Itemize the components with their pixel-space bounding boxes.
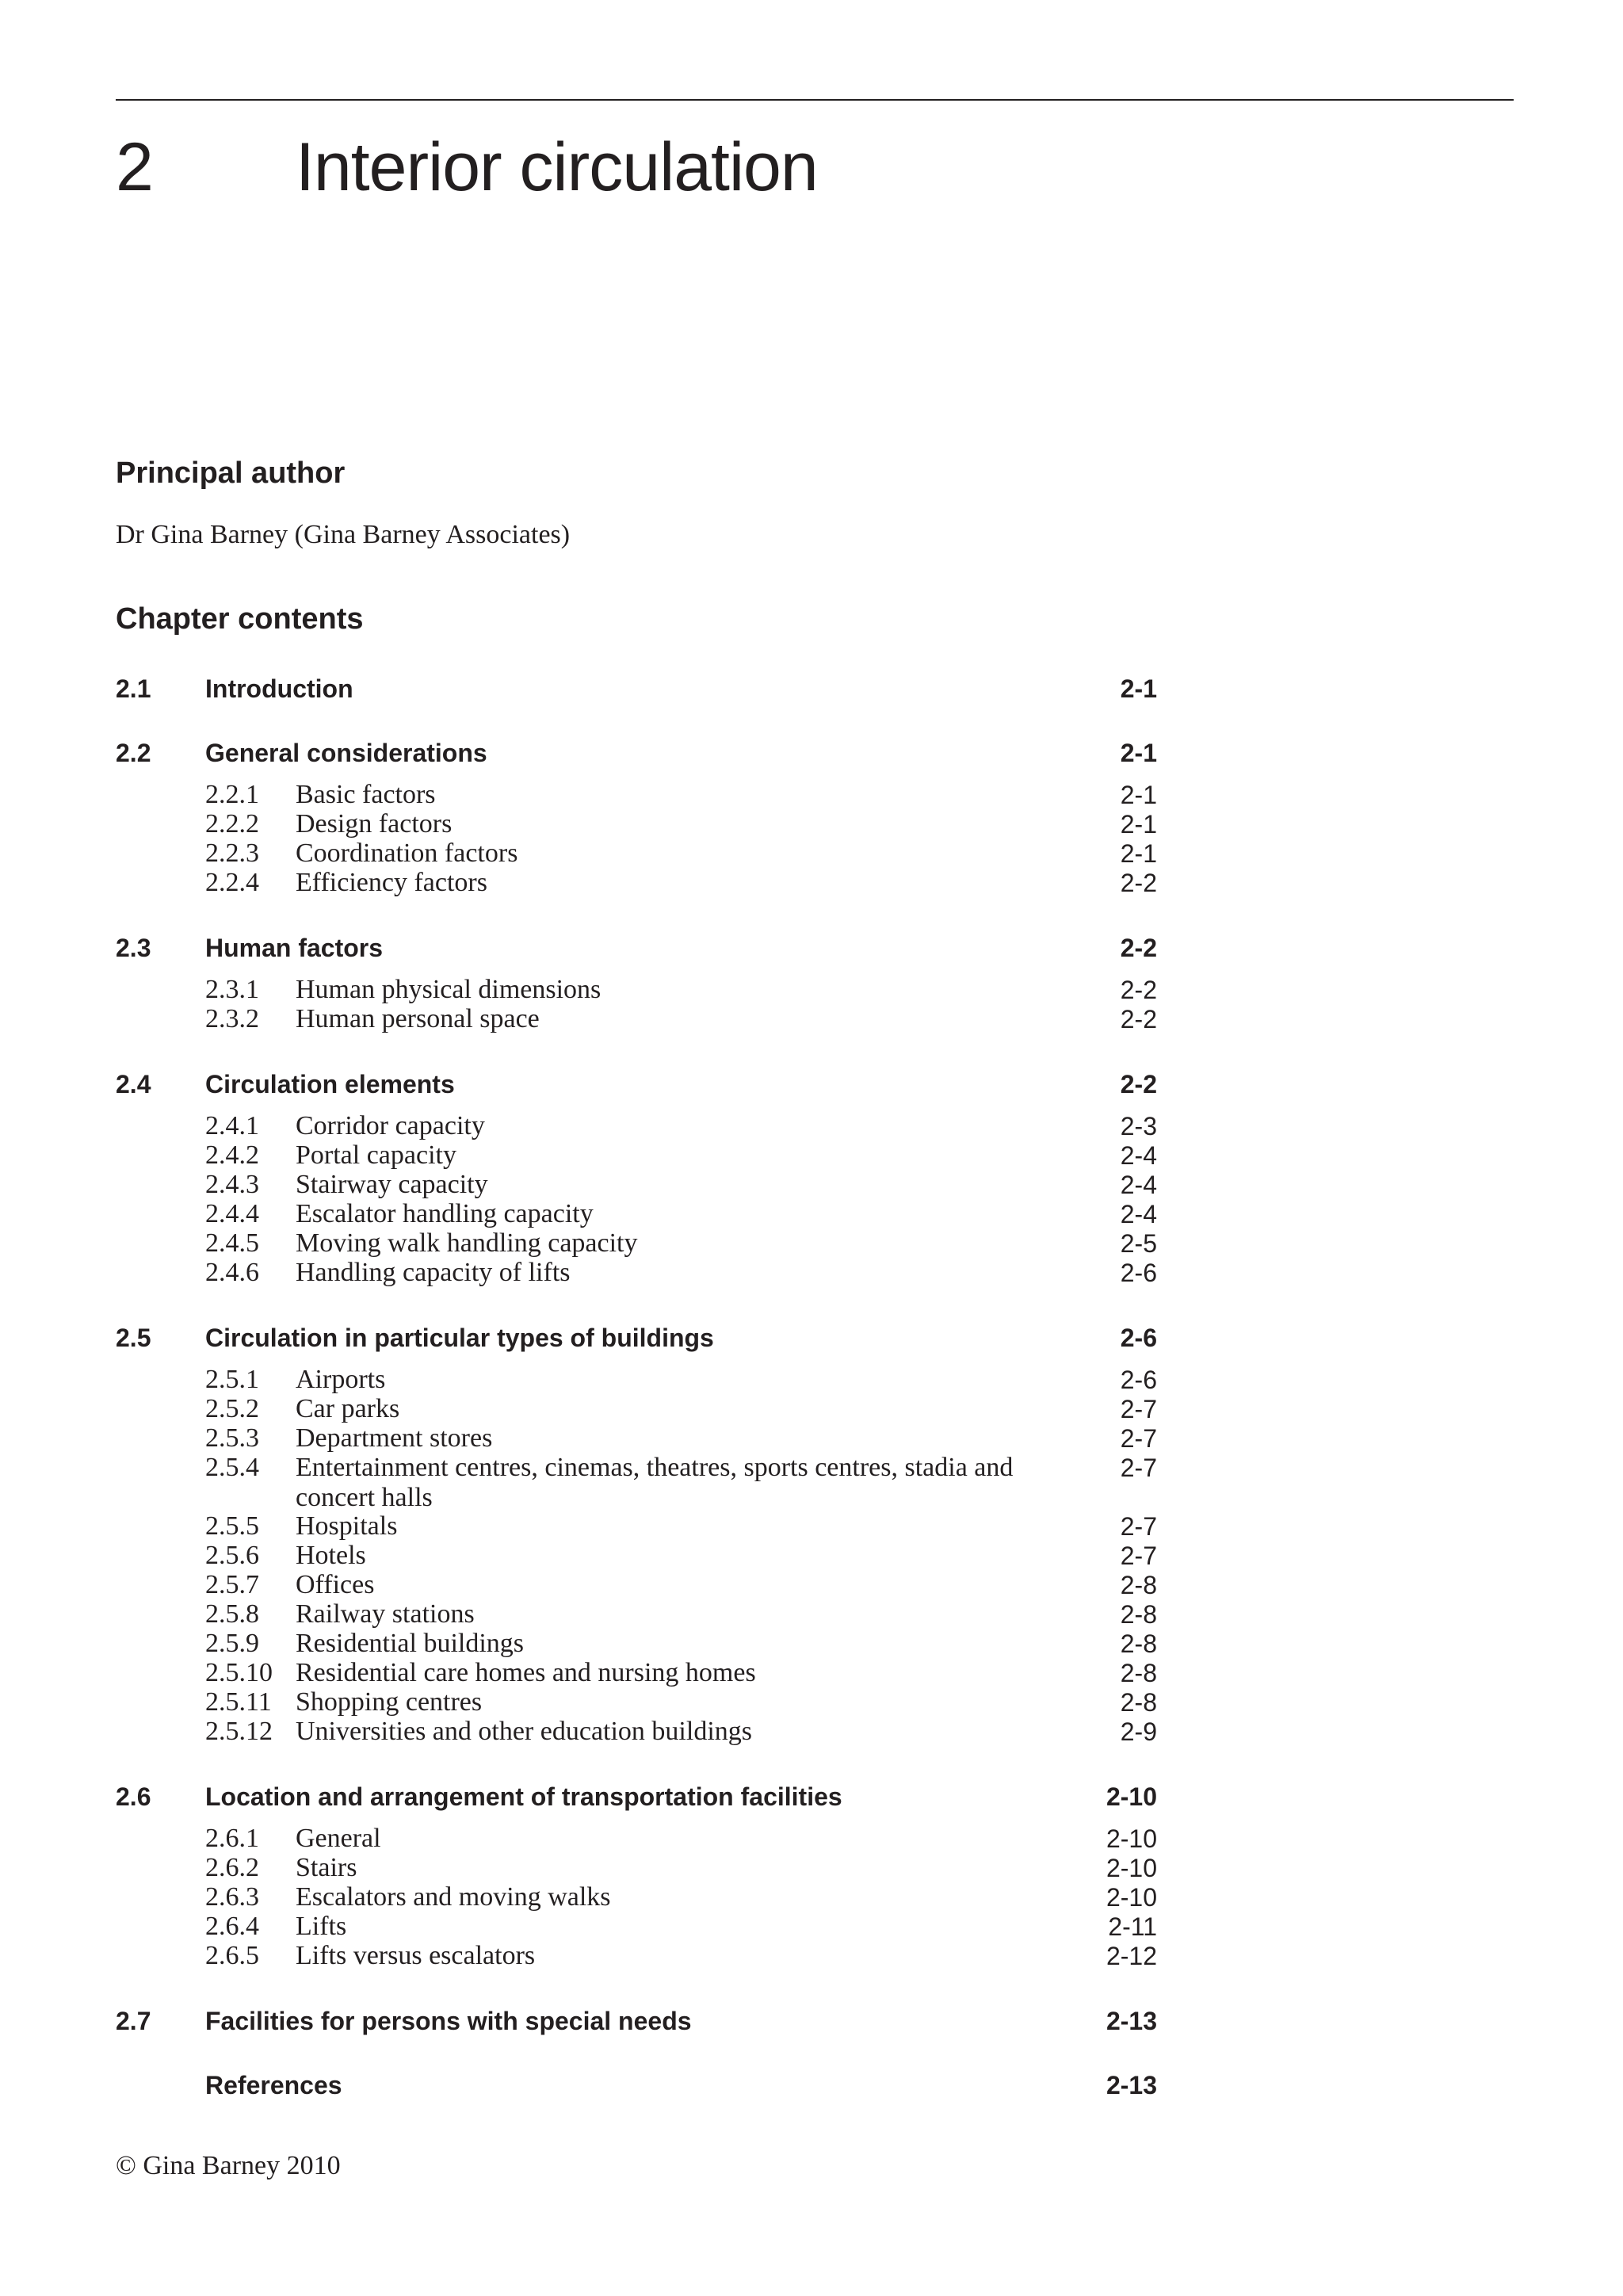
toc-title: General: [296, 1824, 381, 1853]
toc-title: Car parks: [296, 1394, 400, 1423]
toc-subsection: [0, 1570, 1157, 1602]
toc-title: Facilities for persons with special needs: [205, 2007, 692, 2035]
toc-number: 2.6.4: [205, 1912, 259, 1941]
toc-page: 2-8: [1120, 1571, 1157, 1599]
toc-title: Airports: [296, 1365, 386, 1394]
toc-page: 2-6: [1120, 1324, 1157, 1352]
copyright-notice: © Gina Barney 2010: [116, 2151, 341, 2180]
toc-section: [0, 2005, 1157, 2037]
toc-number: 2.5.5: [205, 1511, 259, 1541]
toc-subsection: [0, 1687, 1157, 1719]
toc-title: Efficiency factors: [296, 868, 487, 897]
toc-number: 2.6.5: [205, 1941, 259, 1970]
toc-subsection: [0, 1912, 1157, 1943]
toc-subsection: [0, 1170, 1157, 1201]
toc-page: 2-7: [1120, 1395, 1157, 1423]
toc-number: 2.4.1: [205, 1111, 259, 1140]
toc-subsection: [0, 868, 1157, 900]
toc-number: 2.5.10: [205, 1658, 273, 1687]
toc-title: Basic factors: [296, 780, 436, 809]
toc-subsection: [0, 1511, 1157, 1543]
toc-subsection: [0, 1658, 1157, 1690]
toc-section: [0, 673, 1157, 705]
toc-title: Stairway capacity: [296, 1170, 488, 1199]
toc-title: Hotels: [296, 1541, 366, 1570]
toc-page: 2-12: [1106, 1942, 1157, 1970]
toc-title: Introduction: [205, 674, 353, 703]
toc-subsection: [0, 975, 1157, 1007]
toc-section: [0, 1322, 1157, 1354]
toc-subsection: [0, 839, 1157, 870]
toc-title: Human personal space: [296, 1004, 540, 1033]
toc-number: 2.2.1: [205, 780, 259, 809]
toc-number: 2.5.9: [205, 1629, 259, 1658]
toc-number: 2.4.4: [205, 1199, 259, 1228]
toc-number: 2.5.11: [205, 1687, 272, 1717]
toc-title: Lifts: [296, 1912, 347, 1941]
toc-section: [0, 2069, 1157, 2101]
toc-title: Residential buildings: [296, 1629, 525, 1658]
toc-page: 2-1: [1120, 839, 1157, 868]
toc-page: 2-13: [1106, 2071, 1157, 2099]
toc-page: 2-13: [1106, 2007, 1157, 2035]
toc-section: [0, 1068, 1157, 1100]
toc-title: Design factors: [296, 809, 453, 839]
toc-subsection: [0, 1453, 1157, 1512]
toc-number: 2.3: [116, 934, 151, 962]
toc-subsection: [0, 1111, 1157, 1143]
toc-page: 2-2: [1120, 1005, 1157, 1033]
toc-subsection: [0, 1228, 1157, 1260]
toc-title: Escalators and moving walks: [296, 1882, 611, 1912]
toc-page: 2-9: [1120, 1717, 1157, 1746]
principal-author-name: Dr Gina Barney (Gina Barney Associates): [116, 520, 571, 549]
toc-number: 2.3.2: [205, 1004, 259, 1033]
toc-page: 2-3: [1120, 1112, 1157, 1140]
toc-title: Location and arrangement of transportation facilities: [205, 1782, 842, 1811]
toc-title: Human physical dimensions: [296, 975, 601, 1004]
toc-page: 2-7: [1120, 1512, 1157, 1541]
toc-number: 2.5.2: [205, 1394, 259, 1423]
toc-page: 2-4: [1120, 1171, 1157, 1199]
toc-number: 2.2.3: [205, 839, 259, 868]
toc-subsection: [0, 1004, 1157, 1036]
toc-number: 2.5.7: [205, 1570, 259, 1599]
toc-page: 2-8: [1120, 1688, 1157, 1717]
toc-number: 2.5.8: [205, 1599, 259, 1629]
toc-title: Lifts versus escalators: [296, 1941, 536, 1970]
toc-subsection: [0, 1882, 1157, 1914]
toc-page: 2-1: [1120, 810, 1157, 839]
toc-subsection: [0, 1199, 1157, 1231]
chapter-number: 2: [116, 129, 154, 205]
toc-number: 2.4.6: [205, 1258, 259, 1287]
toc-title: Offices: [296, 1570, 375, 1599]
toc-page: 2-4: [1120, 1200, 1157, 1228]
toc-title: Corridor capacity: [296, 1111, 485, 1140]
chapter-title: Interior circulation: [296, 129, 818, 205]
toc-number: 2.5: [116, 1324, 151, 1352]
toc-page: 2-11: [1108, 1912, 1157, 1941]
toc-number: 2.4.2: [205, 1140, 259, 1170]
toc-title: Circulation elements: [205, 1070, 455, 1098]
toc-title: Handling capacity of lifts: [296, 1258, 571, 1287]
toc-number: 2.6.2: [205, 1853, 259, 1882]
toc-title: Entertainment centres, cinemas, theatres, sports centres, stadia and concert halls: [296, 1453, 1014, 1512]
toc-subsection: [0, 809, 1157, 841]
toc-title: Coordination factors: [296, 839, 518, 868]
toc-number: 2.5.3: [205, 1423, 259, 1453]
toc-page: 2-8: [1120, 1629, 1157, 1658]
toc-subsection: [0, 1365, 1157, 1396]
toc-title: Shopping centres: [296, 1687, 483, 1717]
toc-page: 2-10: [1106, 1824, 1157, 1853]
toc-number: 2.6: [116, 1782, 151, 1811]
toc-number: 2.4: [116, 1070, 151, 1098]
toc-title: Residential care homes and nursing homes: [296, 1658, 756, 1687]
toc-page: 2-2: [1120, 934, 1157, 962]
toc-number: 2.5.6: [205, 1541, 259, 1570]
toc-subsection: [0, 1717, 1157, 1748]
toc-number: 2.5.4: [205, 1453, 259, 1482]
toc-page: 2-7: [1120, 1424, 1157, 1453]
toc-title: Stairs: [296, 1853, 357, 1882]
toc-title: Moving walk handling capacity: [296, 1228, 638, 1258]
toc-section: [0, 1781, 1157, 1813]
toc-page: 2-6: [1120, 1259, 1157, 1287]
toc-subsection: [0, 1824, 1157, 1855]
toc-subsection: [0, 1629, 1157, 1660]
toc-subsection: [0, 1853, 1157, 1885]
toc-title: Human factors: [205, 934, 384, 962]
toc-number: 2.1: [116, 674, 151, 703]
toc-page: 2-10: [1106, 1854, 1157, 1882]
toc-page: 2-8: [1120, 1659, 1157, 1687]
toc-subsection: [0, 1394, 1157, 1426]
toc-page: 2-10: [1106, 1782, 1157, 1811]
toc-title: Portal capacity: [296, 1140, 456, 1170]
toc-page: 2-2: [1120, 1070, 1157, 1098]
toc-section: [0, 932, 1157, 964]
toc-page: 2-7: [1120, 1454, 1157, 1482]
toc-number: 2.5.12: [205, 1717, 273, 1746]
top-rule: [116, 99, 1514, 101]
toc-page: 2-2: [1120, 976, 1157, 1004]
toc-number: 2.2: [116, 739, 151, 767]
toc-subsection: [0, 1941, 1157, 1973]
toc-title: References: [205, 2071, 342, 2099]
toc-page: 2-10: [1106, 1883, 1157, 1912]
toc-subsection: [0, 780, 1157, 812]
toc-page: 2-5: [1120, 1229, 1157, 1258]
toc-page: 2-2: [1120, 869, 1157, 897]
toc-title: General considerations: [205, 739, 487, 767]
toc-title: Railway stations: [296, 1599, 475, 1629]
toc-subsection: [0, 1599, 1157, 1631]
toc-page: 2-6: [1120, 1366, 1157, 1394]
toc-title: Circulation in particular types of buildings: [205, 1324, 714, 1352]
toc-title: Department stores: [296, 1423, 493, 1453]
toc-title: Hospitals: [296, 1511, 398, 1541]
toc-number: 2.6.3: [205, 1882, 259, 1912]
toc-page: 2-7: [1120, 1541, 1157, 1570]
toc-number: 2.2.4: [205, 868, 259, 897]
toc-number: 2.7: [116, 2007, 151, 2035]
toc-page: 2-1: [1120, 781, 1157, 809]
toc-number: 2.5.1: [205, 1365, 259, 1394]
toc-number: 2.3.1: [205, 975, 259, 1004]
toc-subsection: [0, 1140, 1157, 1172]
toc-subsection: [0, 1541, 1157, 1572]
toc-number: 2.6.1: [205, 1824, 259, 1853]
toc-number: 2.2.2: [205, 809, 259, 839]
toc-subsection: [0, 1423, 1157, 1455]
toc-page: 2-1: [1120, 739, 1157, 767]
toc-number: 2.4.3: [205, 1170, 259, 1199]
contents-heading: Chapter contents: [116, 602, 364, 636]
principal-author-heading: Principal author: [116, 457, 346, 490]
toc-title: Universities and other education buildings: [296, 1717, 752, 1746]
toc-page: 2-1: [1120, 674, 1157, 703]
toc-page: 2-4: [1120, 1141, 1157, 1170]
toc-number: 2.4.5: [205, 1228, 259, 1258]
toc-section: [0, 737, 1157, 769]
toc-page: 2-8: [1120, 1600, 1157, 1629]
toc-subsection: [0, 1258, 1157, 1289]
toc-title: Escalator handling capacity: [296, 1199, 594, 1228]
